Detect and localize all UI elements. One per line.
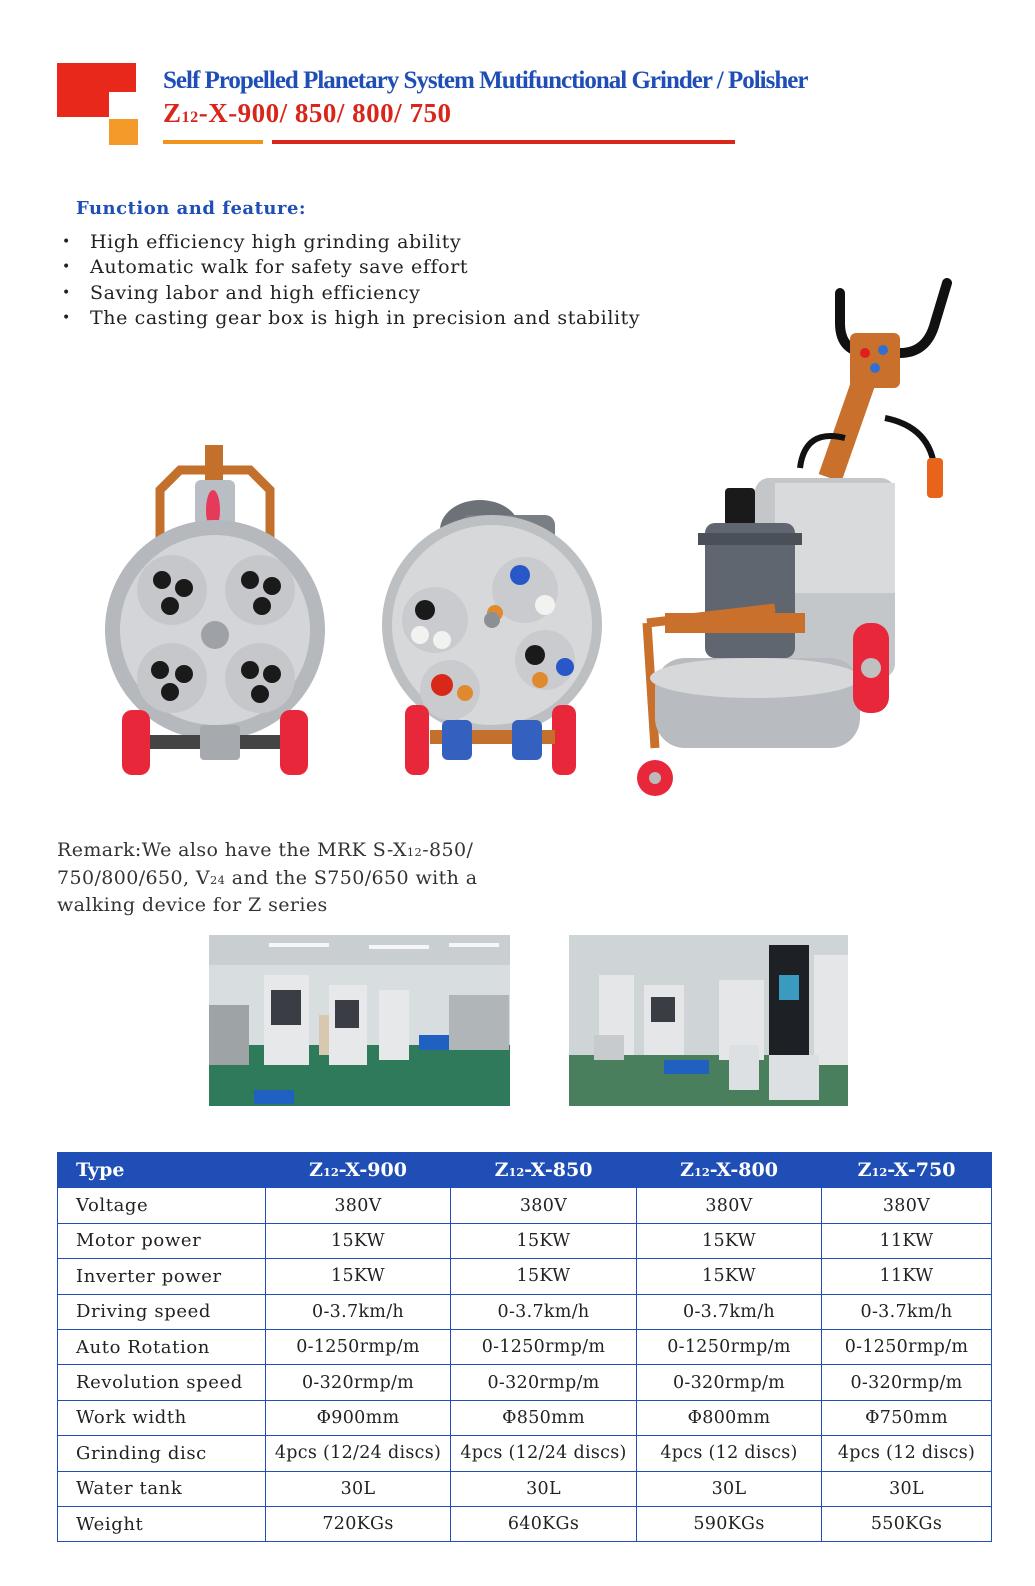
- cell-value: Φ800mm: [637, 1400, 822, 1435]
- cell-value: 0-320rmp/m: [822, 1365, 992, 1400]
- cell-value: 0-3.7km/h: [637, 1294, 822, 1329]
- header-model: Z12-X-850: [451, 1153, 637, 1188]
- cell-value: 0-1250rmp/m: [266, 1329, 451, 1364]
- cell-value: 15KW: [451, 1259, 637, 1294]
- cell-value: Φ850mm: [451, 1400, 637, 1435]
- cell-value: 15KW: [637, 1259, 822, 1294]
- cell-value: 4pcs (12/24 discs): [451, 1436, 637, 1471]
- feature-item: • High efficiency high grinding ability: [62, 230, 640, 255]
- cell-value: 15KW: [266, 1223, 451, 1258]
- table-row: [58, 1400, 992, 1435]
- cell-value: 11KW: [822, 1223, 992, 1258]
- cell-value: Φ750mm: [822, 1400, 992, 1435]
- cell-value: 4pcs (12 discs): [822, 1436, 992, 1471]
- cell-value: 380V: [637, 1188, 822, 1223]
- cell-value: 380V: [266, 1188, 451, 1223]
- cell-value: 640KGs: [451, 1506, 637, 1541]
- table-row: [58, 1471, 992, 1506]
- row-label: Auto Rotation: [58, 1329, 266, 1364]
- cell-value: 0-1250rmp/m: [637, 1329, 822, 1364]
- cell-value: 30L: [637, 1471, 822, 1506]
- feature-item: • Saving labor and high efficiency: [62, 281, 640, 306]
- spec-table: [57, 1152, 992, 1542]
- remark-text: Remark:We also have the MRK S-X12-850/ 750/800/650, V24 and the S750/650 with a walking device for Z series: [57, 839, 478, 916]
- cell-value: Φ900mm: [266, 1400, 451, 1435]
- cell-value: 11KW: [822, 1259, 992, 1294]
- cell-value: 0-320rmp/m: [266, 1365, 451, 1400]
- table-row: [58, 1436, 992, 1471]
- cell-value: 0-1250rmp/m: [822, 1329, 992, 1364]
- row-label: Motor power: [58, 1223, 266, 1258]
- logo-graphic: [57, 63, 139, 145]
- feature-item: • Automatic walk for safety save effort: [62, 255, 640, 280]
- row-label: Driving speed: [58, 1294, 266, 1329]
- row-label: Weight: [58, 1506, 266, 1541]
- title-rule-orange: [163, 140, 263, 144]
- row-label: Inverter power: [58, 1259, 266, 1294]
- header-model: Z12-X-800: [637, 1153, 822, 1188]
- cell-value: 0-320rmp/m: [451, 1365, 637, 1400]
- features-list: [62, 230, 640, 331]
- cell-value: 720KGs: [266, 1506, 451, 1541]
- model-title: Z12-X-900/ 850/ 800/ 750: [163, 98, 452, 128]
- row-label: Voltage: [58, 1188, 266, 1223]
- factory-photo-left: [209, 935, 510, 1106]
- cell-value: 0-320rmp/m: [637, 1365, 822, 1400]
- cell-value: 4pcs (12/24 discs): [266, 1436, 451, 1471]
- cell-value: 30L: [266, 1471, 451, 1506]
- cell-value: 0-3.7km/h: [822, 1294, 992, 1329]
- cell-value: 550KGs: [822, 1506, 992, 1541]
- cell-value: 15KW: [637, 1223, 822, 1258]
- table-row: [58, 1506, 992, 1541]
- cell-value: 30L: [822, 1471, 992, 1506]
- row-label: Work width: [58, 1400, 266, 1435]
- cell-value: 0-3.7km/h: [266, 1294, 451, 1329]
- cell-value: 15KW: [266, 1259, 451, 1294]
- factory-photo-right: [569, 935, 848, 1106]
- features-heading: Function and feature:: [76, 198, 307, 219]
- table-row: [58, 1188, 992, 1223]
- cell-value: 0-1250rmp/m: [451, 1329, 637, 1364]
- table-row: [58, 1223, 992, 1258]
- table-row: [58, 1259, 992, 1294]
- cell-value: 15KW: [451, 1223, 637, 1258]
- cell-value: 380V: [822, 1188, 992, 1223]
- title-rule-red: [272, 140, 735, 144]
- table-row: [58, 1294, 992, 1329]
- table-header-row: [58, 1153, 992, 1188]
- cell-value: 380V: [451, 1188, 637, 1223]
- header-model: Z12-X-750: [822, 1153, 992, 1188]
- row-label: Water tank: [58, 1471, 266, 1506]
- cell-value: 0-3.7km/h: [451, 1294, 637, 1329]
- header-model: Z12-X-900: [266, 1153, 451, 1188]
- table-row: [58, 1329, 992, 1364]
- table-row: [58, 1365, 992, 1400]
- machine-side-photo: [635, 278, 955, 803]
- machine-front-photo: [100, 440, 330, 785]
- machine-rear-photo: [380, 495, 610, 785]
- row-label: Revolution speed: [58, 1365, 266, 1400]
- cell-value: 30L: [451, 1471, 637, 1506]
- feature-item: • The casting gear box is high in precision and stability: [62, 306, 640, 331]
- row-label: Grinding disc: [58, 1436, 266, 1471]
- cell-value: 590KGs: [637, 1506, 822, 1541]
- cell-value: 4pcs (12 discs): [637, 1436, 822, 1471]
- page-title: Self Propelled Planetary System Mutifunctional Grinder / Polisher: [163, 67, 808, 94]
- header-type: Type: [58, 1153, 266, 1188]
